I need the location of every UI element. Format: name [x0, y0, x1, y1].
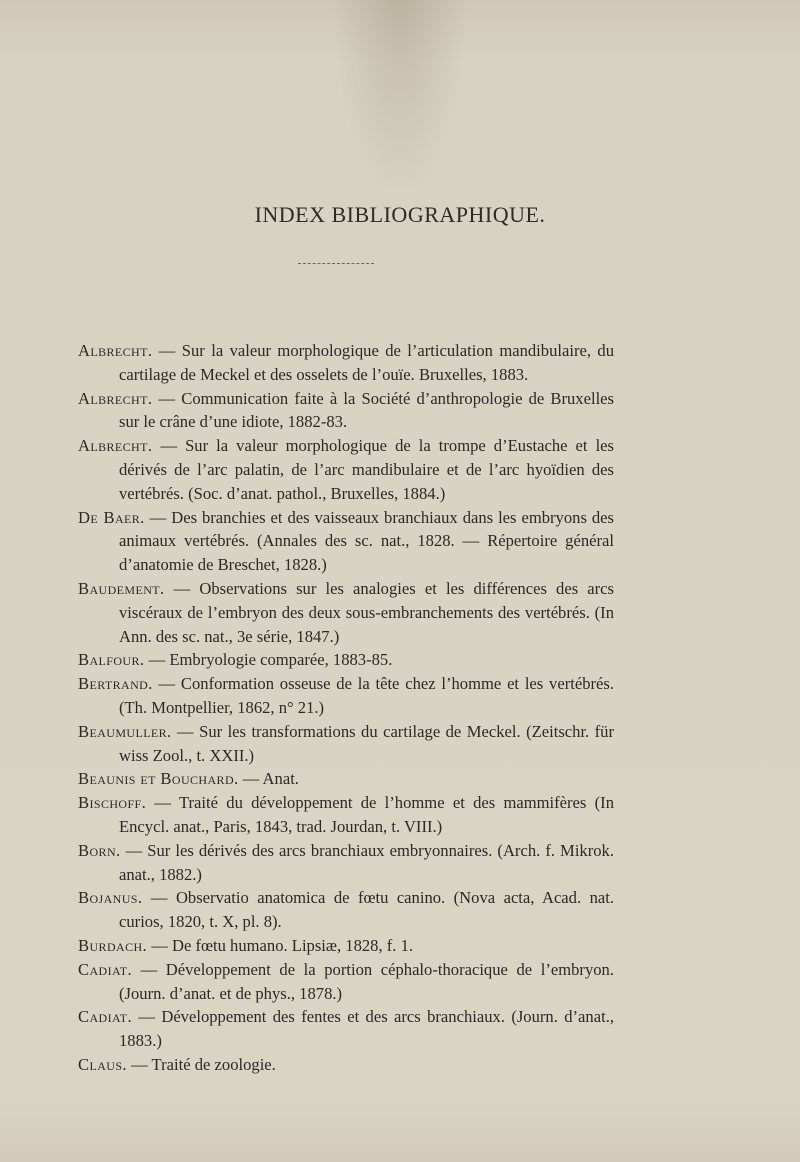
entry-text: — Traité de zoologie. [126, 1054, 276, 1074]
entry-text: — De fœtu humano. Lipsiæ, 1828, f. 1. [147, 935, 414, 955]
entry-text: — Sur la valeur morphologique de la trompe d’Eustache et les dérivés de l’arc palatin, de l’arc mandibulaire et de l’arc hyoïdien des vertébrés. (Soc. d’anat. pathol., Bruxelles, 1884.) [119, 436, 614, 503]
bibliography-entry [78, 934, 614, 958]
entry-author: Born. [78, 840, 121, 860]
bibliography-entry [78, 886, 614, 934]
entry-text: — Développement de la portion céphalo-thoracique de l’embryon. (Journ. d’anat. et de phys., 1878.) [119, 959, 614, 1003]
title-divider [298, 263, 374, 264]
bibliography-entry [78, 791, 614, 839]
entry-text: — Développement des fentes et des arcs branchiaux. (Journ. d’anat., 1883.) [119, 1007, 614, 1051]
bibliography-entry [78, 434, 614, 505]
entry-text: — Sur les dérivés des arcs branchiaux embryonnaires. (Arch. f. Mikrok. anat., 1882.) [119, 840, 614, 884]
entry-author: Cadiat. [78, 959, 133, 979]
entry-text: — Traité du développement de l’homme et des mammifères (In Encycl. anat., Paris, 1843, trad. Jourdan, t. VIII.) [119, 793, 614, 836]
bibliography-entry [78, 1053, 614, 1077]
bibliography-entry [78, 1005, 614, 1053]
bibliography-entry [78, 839, 614, 887]
entry-author: Burdach. [78, 935, 148, 955]
entry-author: Beaumuller. [78, 721, 172, 741]
entry-author: Bischoff. [78, 793, 147, 813]
bibliography-entry [78, 720, 614, 768]
bibliography-entry [78, 767, 614, 791]
entry-text: — Observations sur les analogies et les différences des arcs viscéraux de l’embryon des deux sous-embranchements des vertébrés. (In Ann. des sc. nat., 3e série, 1847.) [119, 578, 614, 646]
bibliography-entry [78, 648, 614, 672]
entry-text: — Sur les transformations du cartilage de Meckel. (Zeitschr. für wiss Zool., t. XXII.) [119, 721, 614, 765]
bibliography-entry [78, 577, 614, 648]
bibliography-list [78, 339, 614, 1077]
entry-text: — Communication faite à la Société d’anthropologie de Bruxelles sur le crâne d’une idiote, 1882-83. [119, 388, 614, 432]
entry-author: Albrecht. [78, 436, 153, 456]
entry-author: Bertrand. [78, 674, 153, 694]
entry-author: Balfour. [78, 650, 145, 670]
entry-text: — Des branchies et des vaisseaux branchiaux dans les embryons des animaux vertébrés. (Annales des sc. nat., 1828. — Répertoire général d’anatomie de Breschet, 1828.) [119, 507, 614, 575]
bibliography-entry [78, 339, 614, 387]
page-title: INDEX BIBLIOGRAPHIQUE. [254, 202, 546, 227]
entry-author: Bojanus. [78, 888, 143, 908]
entry-text: — Conformation osseuse de la tête chez l’homme et les vertébrés. (Th. Montpellier, 1862, n° 21.) [119, 674, 614, 717]
entry-text: — Anat. [238, 769, 299, 789]
bibliography-entry [78, 387, 614, 435]
entry-author: Albrecht. [78, 341, 153, 360]
entry-author: Albrecht. [78, 388, 153, 408]
entry-author: Beaunis et Bouchard. [78, 769, 239, 789]
entry-author: Baudement. [78, 578, 165, 598]
bibliography-entry [78, 506, 614, 577]
entry-author: Cadiat. [78, 1007, 133, 1027]
entry-text: — Observatio anatomica de fœtu canino. (Nova acta, Acad. nat. curios, 1820, t. X, pl. 8). [119, 888, 614, 932]
entry-author: Claus. [78, 1054, 127, 1074]
entry-text: — Embryologie comparée, 1883-85. [144, 650, 393, 670]
bibliography-entry [78, 958, 614, 1006]
entry-text: — Sur la valeur morphologique de l’articulation mandibulaire, du cartilage de Meckel et des osselets de l’ouïe. Bruxelles, 1883. [119, 341, 614, 384]
entry-author: De Baer. [78, 507, 145, 527]
bibliography-entry [78, 672, 614, 720]
